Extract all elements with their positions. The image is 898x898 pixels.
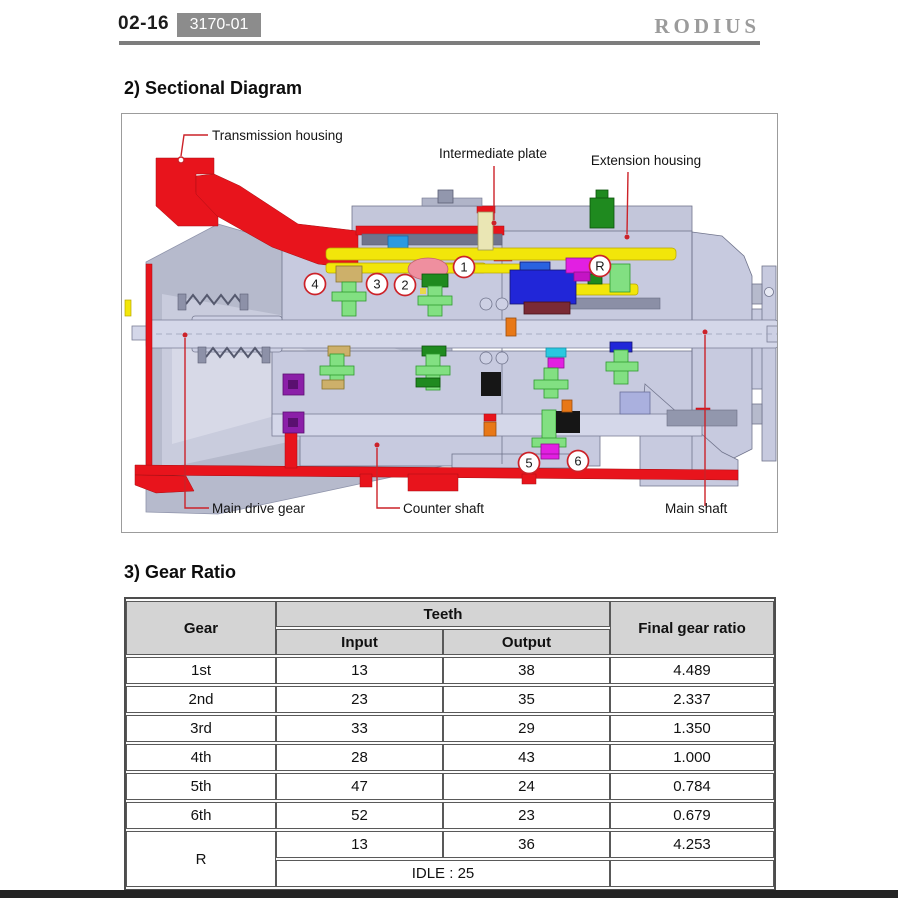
ratio-cell: 2.337 [610,686,774,713]
svg-text:3: 3 [373,276,381,292]
callout-1 [454,257,475,278]
input-cell: 23 [276,686,443,713]
table-row-1st [126,657,774,684]
idle-cell: IDLE : 25 [276,860,610,887]
idle-ratio-cell [610,860,774,887]
header-rule [119,41,760,45]
output-cell: 29 [443,715,610,742]
table-row-4th [126,744,774,771]
ratio-cell: 0.784 [610,773,774,800]
callout-5 [519,453,540,474]
callout-2 [395,275,416,296]
gear-cell: 6th [126,802,276,829]
table-row-5th [126,773,774,800]
intermediate-plate-shape [478,212,493,250]
output-cell: 24 [443,773,610,800]
gear-cell: 3rd [126,715,276,742]
transmission-cross-section [122,114,777,532]
input-cell: 52 [276,802,443,829]
svg-text:2: 2 [401,277,409,293]
input-cell: 13 [276,657,443,684]
gear-cell: 5th [126,773,276,800]
label-intermediate-plate: Intermediate plate [438,146,548,161]
label-main-shaft: Main shaft [665,501,728,516]
label-extension-housing: Extension housing [590,153,702,168]
brand-logo: RODIUS [654,14,760,38]
input-cell: 47 [276,773,443,800]
output-cell: 35 [443,686,610,713]
gear-cell: 2nd [126,686,276,713]
gear-cell: R [126,831,276,887]
gear-ratio-heading: 3) Gear Ratio [124,562,237,582]
footer-bar [0,890,898,898]
table-row-2nd [126,686,774,713]
svg-text:4: 4 [311,276,319,292]
table-row-reverse [126,831,774,858]
label-main-drive-gear: Main drive gear [212,501,306,516]
output-cell: 23 [443,802,610,829]
shift-tower-knob [590,190,614,228]
callout-R [590,256,611,277]
col-header-teeth: Teeth [276,601,610,627]
col-header-gear: Gear [126,601,276,655]
table-row-3rd [126,715,774,742]
table-row-6th [126,802,774,829]
output-cell: 43 [443,744,610,771]
callout-4 [305,274,326,295]
main-shaft [132,316,777,352]
output-cell: 36 [443,831,610,858]
svg-text:R: R [595,258,605,274]
col-header-final-ratio: Final gear ratio [610,601,774,655]
col-header-input: Input [276,629,443,655]
gear-cell: 4th [126,744,276,771]
ratio-cell: 1.350 [610,715,774,742]
input-cell: 33 [276,715,443,742]
input-cell: 13 [276,831,443,858]
page-number: 02-16 [118,13,170,34]
gear-cell: 1st [126,657,276,684]
col-header-output: Output [443,629,610,655]
ratio-cell: 4.253 [610,831,774,858]
ratio-cell: 0.679 [610,802,774,829]
output-cell: 38 [443,657,610,684]
svg-text:1: 1 [460,259,468,275]
callout-3 [367,274,388,295]
section-code-badge: 3170-01 [177,13,261,37]
input-cell: 28 [276,744,443,771]
ratio-cell: 4.489 [610,657,774,684]
gear-ratio-table [124,597,776,891]
sectional-diagram-heading: 2) Sectional Diagram [124,78,303,98]
svg-text:6: 6 [574,453,582,469]
callout-6 [568,451,589,472]
label-transmission-housing: Transmission housing [212,128,343,143]
label-counter-shaft: Counter shaft [403,501,485,516]
sectional-diagram-figure [121,113,778,533]
ratio-cell: 1.000 [610,744,774,771]
svg-text:5: 5 [525,455,533,471]
